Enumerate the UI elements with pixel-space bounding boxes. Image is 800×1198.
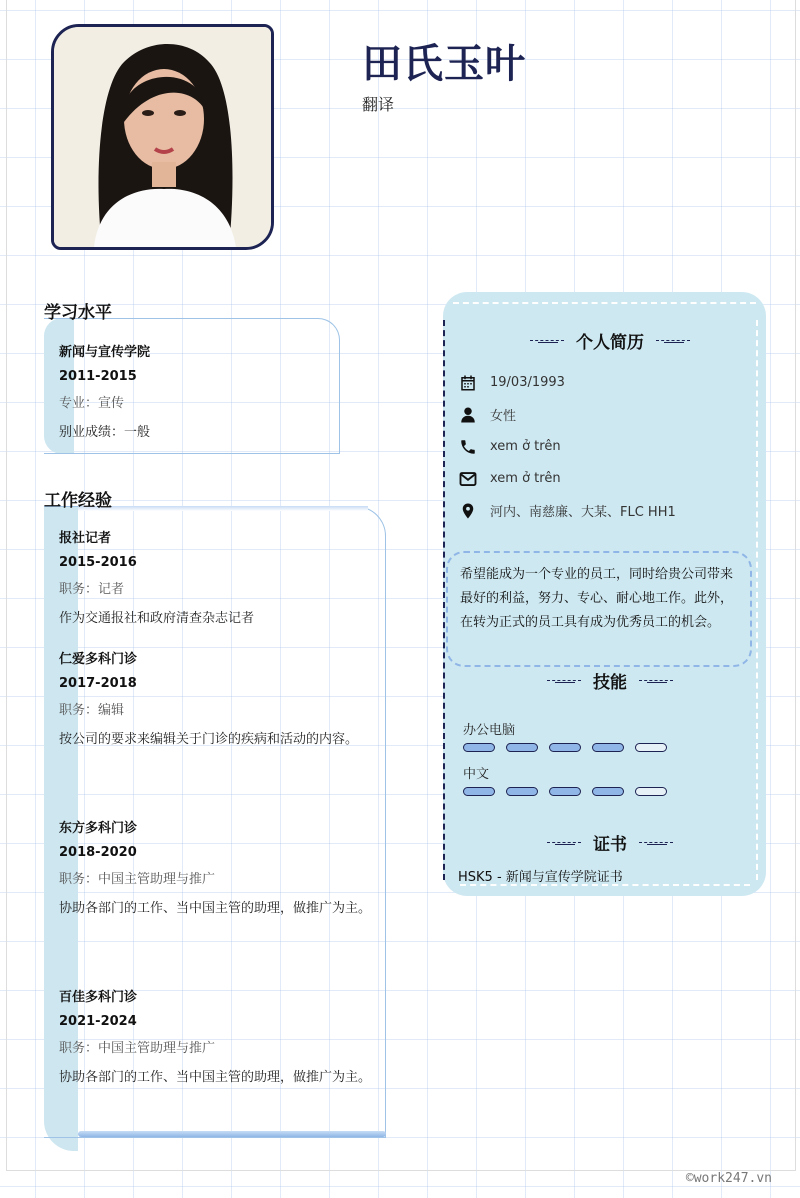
work-org: 仁爱多科门诊 [59, 652, 138, 667]
work-entry [59, 648, 374, 752]
work-entry [59, 527, 374, 631]
address-value: 河内、南慈廉、大某、FLC HH1 [490, 505, 676, 520]
phone-icon [458, 437, 477, 456]
profile-photo [51, 24, 274, 250]
candidate-name: 田氏玉叶 [362, 41, 526, 87]
work-position: 职务：编辑 [59, 703, 125, 718]
sidebar-dash-top [453, 302, 756, 306]
work-org: 报社记者 [59, 531, 112, 546]
education-title: 学习水平 [44, 303, 112, 323]
work-description: 作为交通报社和政府清查杂志记者 [59, 611, 255, 626]
skill-dot-filled [463, 787, 495, 796]
heading-decoration-icon [547, 678, 581, 684]
map-pin-icon [458, 501, 477, 520]
work-top-shadow [78, 506, 368, 511]
birthday-row [458, 373, 565, 392]
skill-dot-filled [506, 743, 538, 752]
heading-decoration-icon [639, 840, 673, 846]
email-value: xem ở trên [490, 471, 561, 486]
heading-decoration-icon [656, 338, 690, 344]
work-org: 百佳多科门诊 [59, 990, 138, 1005]
education-entry [59, 341, 374, 445]
skill-name: 办公电脑 [463, 723, 516, 738]
work-entry [59, 986, 374, 1090]
skill-dot-filled [592, 787, 624, 796]
education-school: 新闻与宣传学院 [59, 345, 151, 360]
certificates-heading [535, 830, 685, 855]
heading-decoration-icon [639, 678, 673, 684]
skill-dot-empty [635, 743, 667, 752]
envelope-icon [458, 469, 477, 488]
heading-decoration-icon [530, 338, 564, 344]
work-years: 2017-2018 [59, 676, 137, 691]
skill-name: 中文 [463, 767, 490, 782]
user-icon [458, 405, 477, 424]
birthday-value: 19/03/1993 [490, 375, 565, 390]
skill-dot-filled [549, 787, 581, 796]
phone-row [458, 437, 561, 456]
gender-value: 女性 [490, 409, 517, 424]
work-years: 2021-2024 [59, 1014, 137, 1029]
heading-decoration-icon [547, 840, 581, 846]
work-years: 2015-2016 [59, 555, 137, 570]
work-position: 职务：中国主管助理与推广 [59, 872, 216, 887]
skills-title: 技能 [593, 673, 627, 693]
education-grade: 别业成绩：一般 [59, 425, 151, 440]
skill-dot-empty [635, 787, 667, 796]
address-row [458, 501, 676, 520]
work-bottom-bar [78, 1131, 386, 1137]
work-years: 2018-2020 [59, 845, 137, 860]
phone-value: xem ở trên [490, 439, 561, 454]
certificates-title: 证书 [593, 835, 627, 855]
work-description: 按公司的要求来编辑关于门诊的疾病和活动的内容。 [59, 732, 359, 747]
work-position: 职务：记者 [59, 582, 125, 597]
skills-heading [535, 668, 685, 693]
skill-dot-filled [506, 787, 538, 796]
candidate-role: 翻译 [362, 95, 395, 114]
skill-level-bar [463, 743, 678, 752]
work-entry [59, 817, 374, 921]
email-row [458, 469, 561, 488]
skill-dot-filled [463, 743, 495, 752]
work-description: 协助各部门的工作、当中国主管的助理，做推广为主。 [59, 901, 372, 916]
skill-dot-filled [592, 743, 624, 752]
career-objective: 希望能成为一个专业的员工，同时给贵公司带来最好的利益，努力、专心、耐心地工作。此外，在转为正式的员工具有成为优秀员工的机会。 [446, 551, 752, 667]
profile-title: 个人简历 [576, 333, 644, 353]
skill-dot-filled [549, 743, 581, 752]
education-major: 专业：宣传 [59, 396, 125, 411]
work-description: 协助各部门的工作、当中国主管的助理，做推广为主。 [59, 1070, 372, 1085]
skill-level-bar [463, 787, 678, 796]
calendar-icon [458, 373, 477, 392]
work-position: 职务：中国主管助理与推广 [59, 1041, 216, 1056]
education-years: 2011-2015 [59, 369, 137, 384]
gender-row [458, 405, 516, 424]
work-title: 工作经验 [44, 491, 112, 511]
certificate-item: HSK5 - 新闻与宣传学院证书 [458, 870, 623, 885]
sidebar-dash-right [756, 320, 760, 880]
watermark: ©work247.vn [685, 1171, 772, 1186]
work-org: 东方多科门诊 [59, 821, 138, 836]
profile-heading [518, 328, 702, 353]
